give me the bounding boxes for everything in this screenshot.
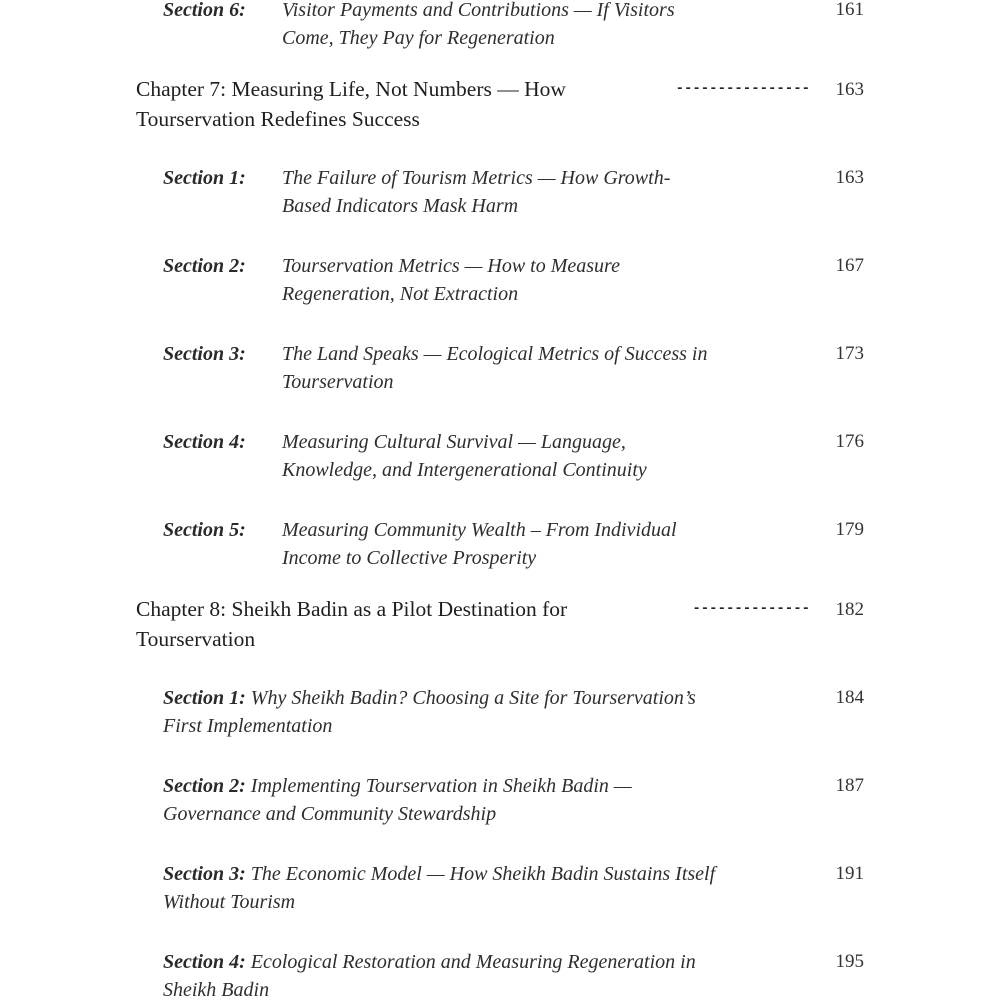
section-title-line1: Implementing Tourservation in Sheikh Badin — [250,775,632,797]
page-number: 179 [835,519,864,540]
section-label: Section 3: [163,343,246,365]
page-number: 173 [835,343,864,364]
section-label: Section 2: [163,775,246,797]
section-title-line1: Measuring Community Wealth – From Individual [282,519,677,541]
section-title-line2: Regeneration, Not Extraction [282,283,519,305]
section-title-line1: The Failure of Tourism Metrics — How Growth- [282,167,671,189]
section-label: Section 1: [163,167,246,189]
page-number: 182 [835,599,864,620]
page-number: 195 [835,951,864,972]
section-title-line1: Measuring Cultural Survival — Language, [282,431,626,453]
section-label: Section 2: [163,255,246,277]
section-label: Section 4: [163,951,246,973]
section-label: Section 1: [163,687,246,709]
page-number: 191 [835,863,864,884]
section-title-line2: Governance and Community Stewardship [163,803,497,825]
section-title-line2: Sheikh Badin [163,979,270,1001]
section-line1 [163,772,632,800]
page-number: 161 [835,0,864,20]
section-title-line1: Visitor Payments and Contributions — If Visitors [282,0,675,21]
page-number: 167 [835,255,864,276]
page-number: 163 [835,167,864,188]
page-number: 187 [835,775,864,796]
page-number: 163 [835,79,864,100]
section-title-line2: Knowledge, and Intergenerational Continuity [282,459,647,481]
dot-leader: -------------- [692,601,810,617]
section-label: Section 5: [163,519,246,541]
section-title-line2: Income to Collective Prosperity [282,547,537,569]
chapter-title-line2: Tourservation [136,627,256,651]
section-title-line1: The Land Speaks — Ecological Metrics of Success in [282,343,708,365]
section-line1 [163,948,696,976]
page-number: 184 [835,687,864,708]
page-number: 176 [835,431,864,452]
section-title-line2: First Implementation [163,715,333,737]
section-title-line1: The Economic Model — How Sheikh Badin Sustains Itself [250,863,716,885]
section-title-line1: Why Sheikh Badin? Choosing a Site for Tourservation’s [250,687,696,709]
chapter-title-line1: Chapter 8: Sheikh Badin as a Pilot Destination for [136,597,568,621]
section-title-line2: Tourservation [282,371,394,393]
dot-leader: ---------------- [675,81,810,97]
section-line1 [163,684,696,712]
chapter-title-line2: Tourservation Redefines Success [136,107,420,131]
section-title-line1: Ecological Restoration and Measuring Regeneration in [250,951,696,973]
section-label: Section 6: [163,0,246,21]
section-title-line2: Without Tourism [163,891,296,913]
section-label: Section 3: [163,863,246,885]
section-title-line2: Based Indicators Mask Harm [282,195,519,217]
section-title-line2: Come, They Pay for Regeneration [282,27,555,49]
section-title-line1: Tourservation Metrics — How to Measure [282,255,620,277]
section-label: Section 4: [163,431,246,453]
chapter-title-line1: Chapter 7: Measuring Life, Not Numbers — How [136,77,566,101]
section-line1 [163,860,715,888]
